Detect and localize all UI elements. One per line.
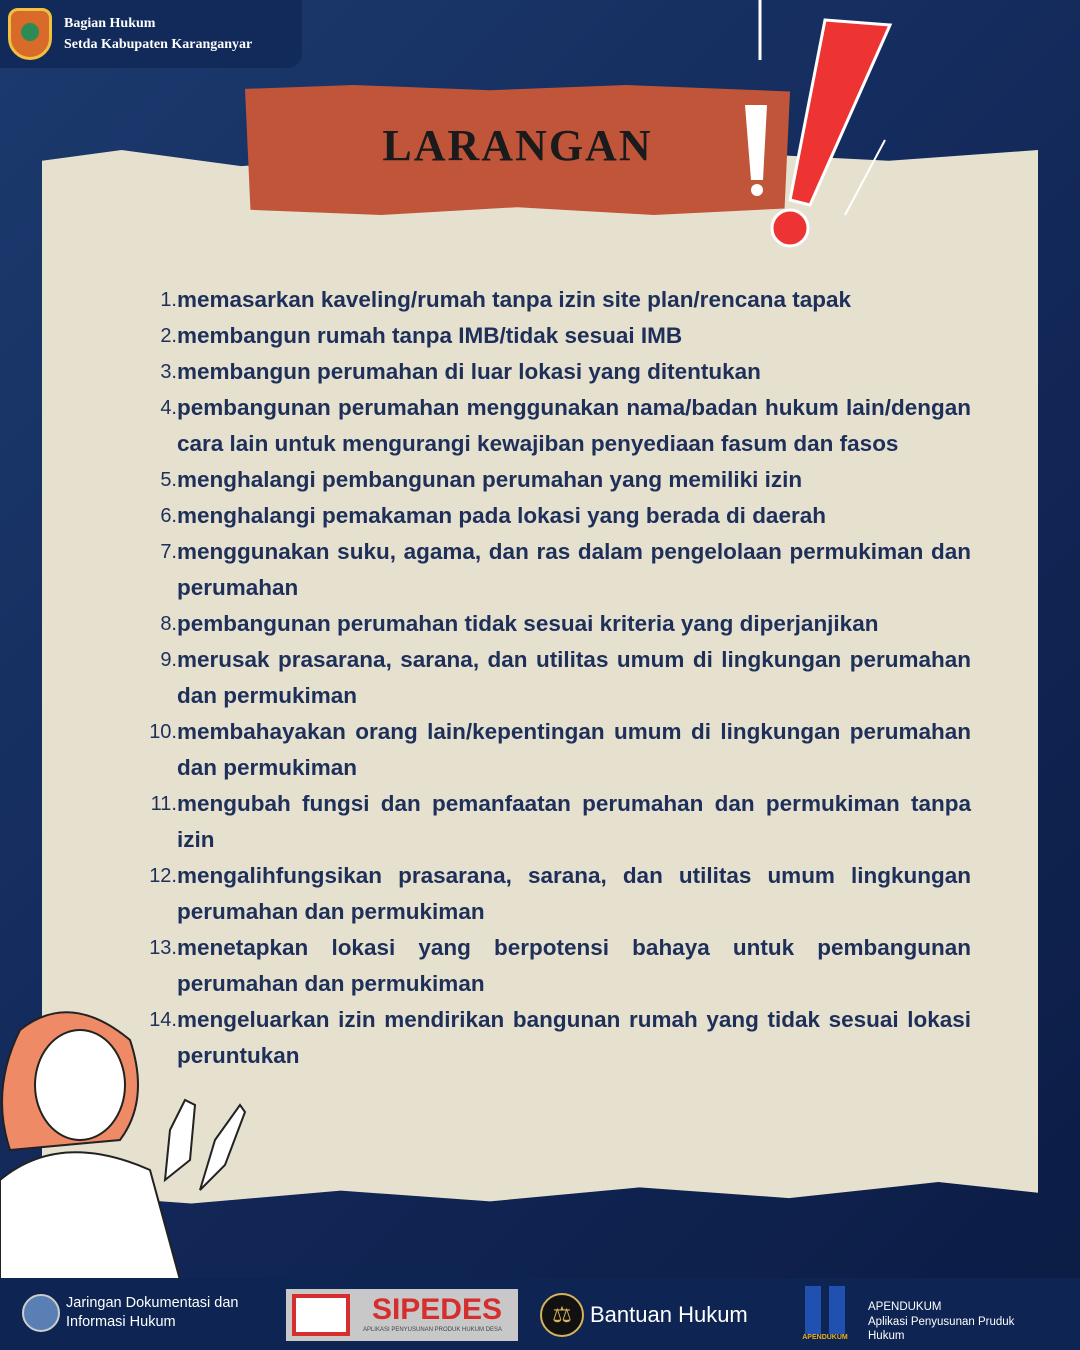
page-title: LARANGAN: [382, 121, 653, 170]
item-number: 10.: [149, 721, 177, 743]
item-number: 5.: [160, 469, 177, 491]
item-text: mengubah fungsi dan pemanfaatan perumahan dan permukiman tanpa izin: [177, 791, 971, 852]
list-item: [145, 642, 971, 714]
item-text: membangun rumah tanpa IMB/tidak sesuai IMB: [177, 323, 683, 348]
list-item: [145, 462, 971, 498]
item-number: 6.: [160, 505, 177, 527]
item-number: 9.: [160, 649, 177, 671]
bantuan-hukum-label: Bantuan Hukum: [590, 1302, 748, 1327]
karanganyar-logo: [8, 8, 52, 60]
item-number: 8.: [160, 613, 177, 635]
item-number: 3.: [160, 361, 177, 383]
item-number: 13.: [149, 937, 177, 959]
item-text: mengalihfungsikan prasarana, sarana, dan utilitas umum lingkungan perumahan dan permukiman: [177, 863, 971, 924]
apendukum-line2: Aplikasi Penyusunan Pruduk: [868, 1315, 1015, 1328]
list-item: [145, 498, 971, 534]
item-text: menghalangi pembangunan perumahan yang memiliki izin: [177, 467, 803, 492]
item-number: 12.: [149, 865, 177, 887]
org-line2: Setda Kabupaten Karanganyar: [64, 37, 253, 52]
item-text: memasarkan kaveling/rumah tanpa izin site plan/rencana tapak: [177, 287, 852, 312]
list-item: [145, 1002, 971, 1074]
footer: Jaringan Dokumentasi dan Informasi Hukum SIPEDES APLIKASI PENYUSUNAN PRODUK HUKUM DESA ⚖ Bantuan Hukum APENDUKUM APENDUKUM Aplikasi Penyusunan Pruduk Hukum: [0, 1278, 1080, 1350]
item-text: menggunakan suku, agama, dan ras dalam pengelolaan permukiman dan perumahan: [177, 539, 971, 600]
list-item: [145, 858, 971, 930]
item-text: menghalangi pemakaman pada lokasi yang berada di daerah: [177, 503, 826, 528]
scales-icon: ⚖: [540, 1293, 584, 1337]
item-text: merusak prasarana, sarana, dan utilitas umum di lingkungan perumahan dan permukiman: [177, 647, 971, 708]
header: [0, 0, 302, 68]
jdih-logo: [22, 1294, 60, 1332]
sipedes-logo[interactable]: SIPEDES APLIKASI PENYUSUNAN PRODUK HUKUM DESA: [286, 1289, 518, 1341]
item-text: menetapkan lokasi yang berpotensi bahaya untuk pembangunan perumahan dan permukiman: [177, 935, 971, 996]
jdih-line1: Jaringan Dokumentasi dan: [66, 1295, 239, 1311]
pointing-woman-illustration: [0, 990, 260, 1280]
item-text: membangun perumahan di luar lokasi yang ditentukan: [177, 359, 761, 384]
list-item: [145, 534, 971, 606]
exclamation-icon: [735, 0, 905, 250]
list-item: [145, 390, 971, 462]
list-item: [145, 354, 971, 390]
item-number: 7.: [160, 541, 177, 563]
item-text: mengeluarkan izin mendirikan bangunan rumah yang tidak sesuai lokasi peruntukan: [177, 1007, 971, 1068]
item-number: 1.: [160, 289, 177, 311]
apendukum-line3: Hukum: [868, 1330, 905, 1342]
prohibition-list: [145, 282, 971, 1074]
apendukum-logo-icon: [805, 1286, 845, 1334]
item-number: 2.: [160, 325, 177, 347]
org-line1: Bagian Hukum: [64, 16, 156, 31]
jdih-line2: Informasi Hukum: [66, 1314, 176, 1330]
item-number: 4.: [160, 397, 177, 419]
list-item: [145, 282, 971, 318]
item-number: 11.: [150, 793, 177, 815]
item-text: pembangunan perumahan menggunakan nama/badan hukum lain/dengan cara lain untuk mengurangi kewajiban penyediaan fasum dan fasos: [177, 395, 971, 456]
apendukum-line1: APENDUKUM: [868, 1301, 942, 1313]
item-number: 14.: [149, 1009, 177, 1031]
list-item: [145, 786, 971, 858]
list-item: [145, 318, 971, 354]
list-item: [145, 606, 971, 642]
item-text: pembangunan perumahan tidak sesuai kriteria yang diperjanjikan: [177, 611, 879, 636]
item-text: membahayakan orang lain/kepentingan umum di lingkungan perumahan dan permukiman: [177, 719, 971, 780]
list-item: [145, 714, 971, 786]
list-item: [145, 930, 971, 1002]
